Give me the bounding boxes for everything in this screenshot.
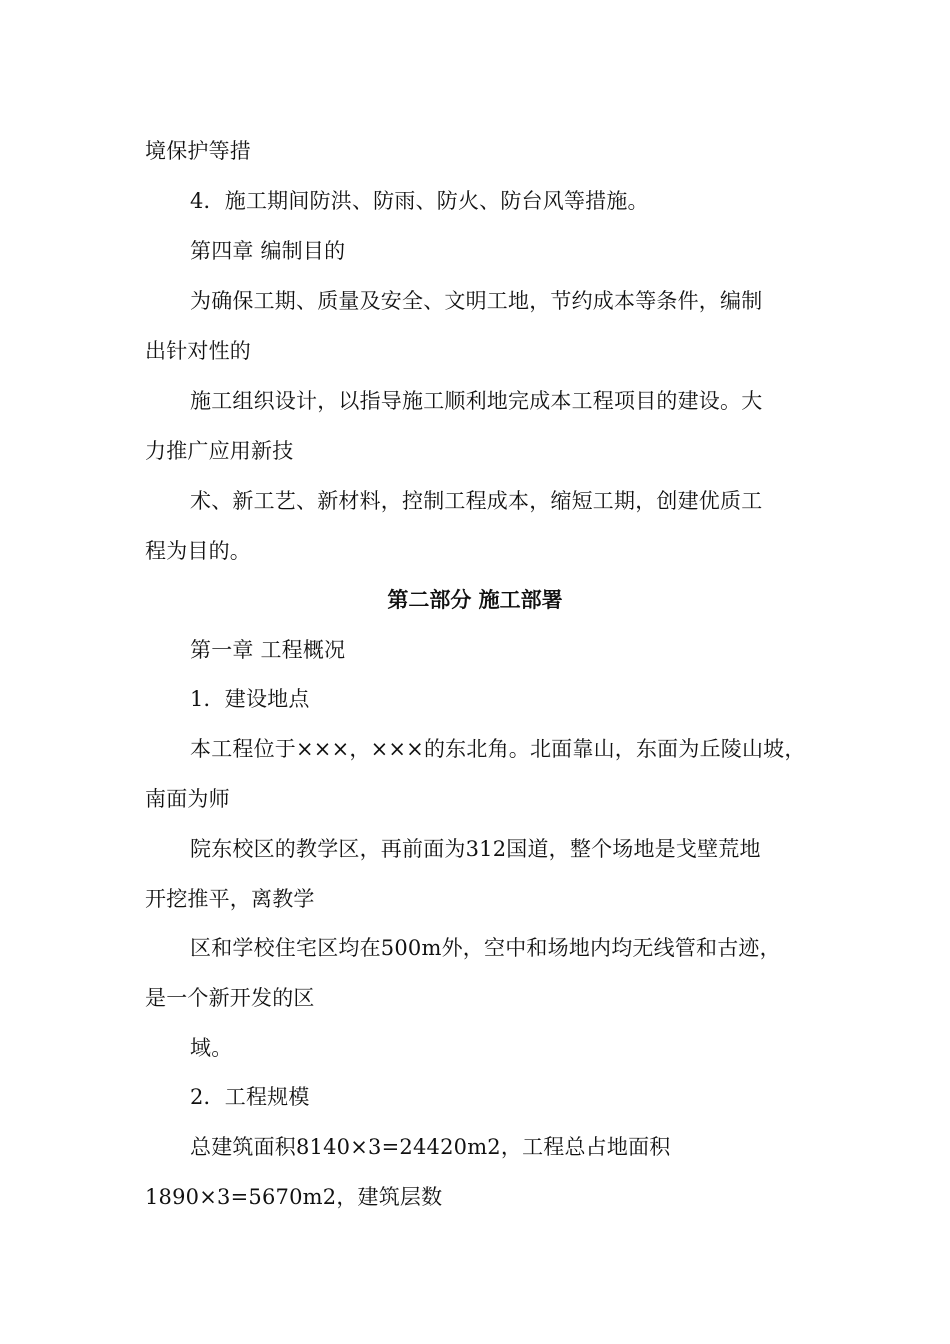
paragraph-line: 开挖推平，离教学 [145,887,315,911]
chapter-heading: 第四章 编制目的 [190,239,346,263]
paragraph-line: 本工程位于×××，×××的东北角。北面靠山，东面为丘陵山坡， [190,737,806,761]
paragraph-line: 1890×3=5670m2，建筑层数 [145,1185,443,1209]
chapter-heading: 第一章 工程概况 [190,638,346,662]
paragraph-line: 域。 [190,1036,233,1060]
subheading-scale: 2．工程规模 [190,1085,310,1109]
paragraph-line: 力推广应用新技 [145,439,294,463]
paragraph-line: 是一个新开发的区 [145,986,315,1010]
section-heading: 第二部分 施工部署 [387,587,563,612]
subheading-location: 1．建设地点 [190,687,310,711]
text-line: 境保护等措 [145,139,251,163]
paragraph-line: 总建筑面积8140×3=24420m2，工程总占地面积 [190,1135,671,1159]
paragraph-line: 院东校区的教学区，再前面为312国道，整个场地是戈壁荒地 [190,837,761,861]
paragraph-line: 术、新工艺、新材料，控制工程成本，缩短工期，创建优质工 [190,489,763,513]
list-item-flood-prevention: 4．施工期间防洪、防雨、防火、防台风等措施。 [190,189,649,213]
paragraph-line: 出针对性的 [145,339,251,363]
paragraph-line: 程为目的。 [145,539,251,563]
paragraph-line: 施工组织设计，以指导施工顺利地完成本工程项目的建设。大 [190,389,763,413]
paragraph-line: 区和学校住宅区均在500m外，空中和场地内均无线管和古迹， [190,936,781,960]
paragraph-line: 南面为师 [145,787,230,811]
paragraph-line: 为确保工期、质量及安全、文明工地，节约成本等条件，编制 [190,289,763,313]
